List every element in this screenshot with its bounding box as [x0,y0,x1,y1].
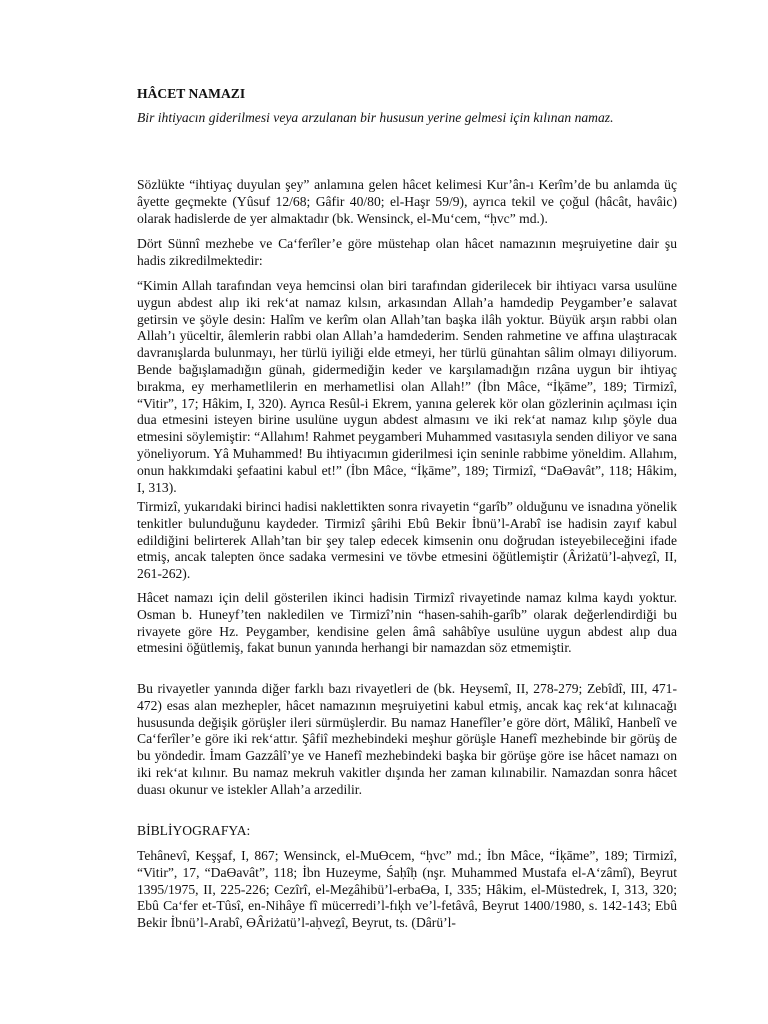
paragraph-text: Sözlükte “ihtiyaç duyulan şey” anlamına gelen hâcet kelimesi Kur’ân-ı Kerîm’de bu anlamda üç âyette geçmekte (Yûsuf 12/68; Gâfir 40/80; el-Haşr 59/9), ayrıca tekil ve çoğul (hâcât, havâic) olarak hadislerde de yer almaktadır (bk. Wensinck, el-Mu‘cem, “ḥvc” md.). [137,177,677,226]
paragraph-text: Bu rivayetler yanında diğer farklı bazı rivayetleri de (bk. Heysemî, II, 278-279; Zebîdî, III, 471-472) esas alan mezhepler, hâcet namazının meşruiyetini kabul etmiş, ancak kaç rek‘at kılınacağı hususunda değişik görüşler ileri sürmüşlerdir. Bu namaz Hanefîler’e göre dört, Mâlikî, Hanbelî ve Ca‘ferîler’e göre iki rek‘attır. Şâfiî mezhebindeki meşhur görüşle Hanefî mezhebinde bir görüş de bu yöndedir. İmam Gazzâlî’ye ve Hanefî mezhebindeki başka bir görüşe göre ise hâcet namazı on iki rek‘at kılınır. Bu namaz mekruh vakitler dışında her zaman kılınabilir. Namazdan sonra hâcet duası okunur ve istekler Allah’a arzedilir. [137,681,677,797]
bibliography-text: Tehânevî, Keşşaf, I, 867; Wensinck, el-MuƟcem, “ḥvc” md.; İbn Mâce, “İķāme”, 189; Tirmizî, “Vitir”, 17, “DaƟavât”, 118; İbn Huzeyme, Śaḥîḥ (nşr. Muhammed Mustafa el-A‘zâmî), Beyrut 1395/1975, II, 225-226; Cezîrî, el-Meẕâhibü’l-erbaƟa, I, 335; Hâkim, el-Müstedrek, I, 313, 320; Ebû Ca‘fer et-Tûsî, en-Nihâye fî mücerredi’l-fıķh ve’l-fetâvâ, Beyrut 1400/1980, s. 142-143; Ebû Bekir İbnü’l-Arabî, ƟÂriżatü’l-aḥveẕî, Beyrut, ts. (Dârü’l- [137,848,677,931]
paragraph-text: Tirmizî, yukarıdaki birinci hadisi naklettikten sonra rivayetin “garîb” olduğunu ve isnadına yönelik tenkitler bulunduğunu kaydeder. Tirmizî şârihi Ebû Bekir İbnü’l-Arabî ise hadisin zayıf kabul edildiğini belirterek Allah’tan bir şey talep edecek kimsenin onu doğrudan isteyebileceğini ifade etmiş, ancak talepten önce sadaka vermesini ve tövbe etmesini öğütlemiştir (Âriżatü’l-aḥveẕî, II, 261-262). [137,499,677,582]
paragraph-text: “Kimin Allah tarafından veya hemcinsi olan biri tarafından giderilecek bir ihtiyacı varsa usulüne uygun abdest alıp iki rek‘at namaz kılsın, arkasından Allah’a hamdedip Peygamber’e salavat getirsin ve şöyle desin: Halîm ve kerîm olan Allah’tan başka ilâh yoktur. Büyük arşın rabbi olan Allah’ı yüceltir, âlemlerin rabbi olan Allah’a hamdederim. Senden rahmetine ve affına ulaştıracak davranışlarda bulunmayı, her türlü iyiliği elde etmeyi, her türlü günahtan sâlim olmayı diliyorum. Bende bağışlamadığın günah, gidermediğin keder ve karşılamadığın rızâna uygun bir ihtiyaç bırakma, ey merhametlilerin en merhametlisi olan Allah!” (İbn Mâce, “İķāme”, 189; Tirmizî, “Vitir”, 17; Hâkim, I, 320). Ayrıca Resûl-i Ekrem, yanına gelerek kör olan gözlerinin açılması için dua etmesini isteyen birine usulüne uygun abdest almasını ve iki rek‘at namaz kılıp şöyle dua etmesini söylemiştir: “Allahım! Rahmet peygamberi Muhammed vasıtasıyla senden diliyor ve sana yöneliyorum. Yâ Muhammed! Bu ihtiyacımın giderilmesi için seninle rabbime yöneldim. Allahım, onun hakkımdaki şefaatini kabul et!” (İbn Mâce, “İķāme”, 189; Tirmizî, “DaƟavât”, 118; Hâkim, I, 313). [137,278,677,495]
paragraph-madhhabs [137,681,677,799]
paragraph-hadith-intro [137,236,677,270]
article-subtitle: Bir ihtiyacın giderilmesi veya arzulanan bir hususun yerine gelmesi için kılınan namaz. [137,110,614,125]
paragraph-second-hadith [137,590,677,657]
article-title: HÂCET NAMAZI [137,86,246,101]
bibliography-heading: BİBLİYOGRAFYA: [137,823,251,838]
paragraph-tirmizi [137,499,677,583]
paragraph-definition [137,177,677,227]
paragraph-hadith-quote [137,278,677,496]
paragraph-text: Dört Sünnî mezhebe ve Ca‘ferîler’e göre müstehap olan hâcet namazının meşruiyetine dair şu hadis zikredilmektedir: [137,236,677,268]
paragraph-text: Hâcet namazı için delil gösterilen ikinci hadisin Tirmizî rivayetinde namaz kılma kaydı yoktur. Osman b. Huneyf’ten nakledilen ve Tirmizî’nin “hasen-sahih-garîb” olarak değerlendirdiği bu rivayete göre Hz. Peygamber, kendisine gelen âmâ sahâbîye usulüne uygun abdest alıp dua etmesini öğütlemiş, fakat bunun yanında herhangi bir namazdan söz etmemiştir. [137,590,677,656]
